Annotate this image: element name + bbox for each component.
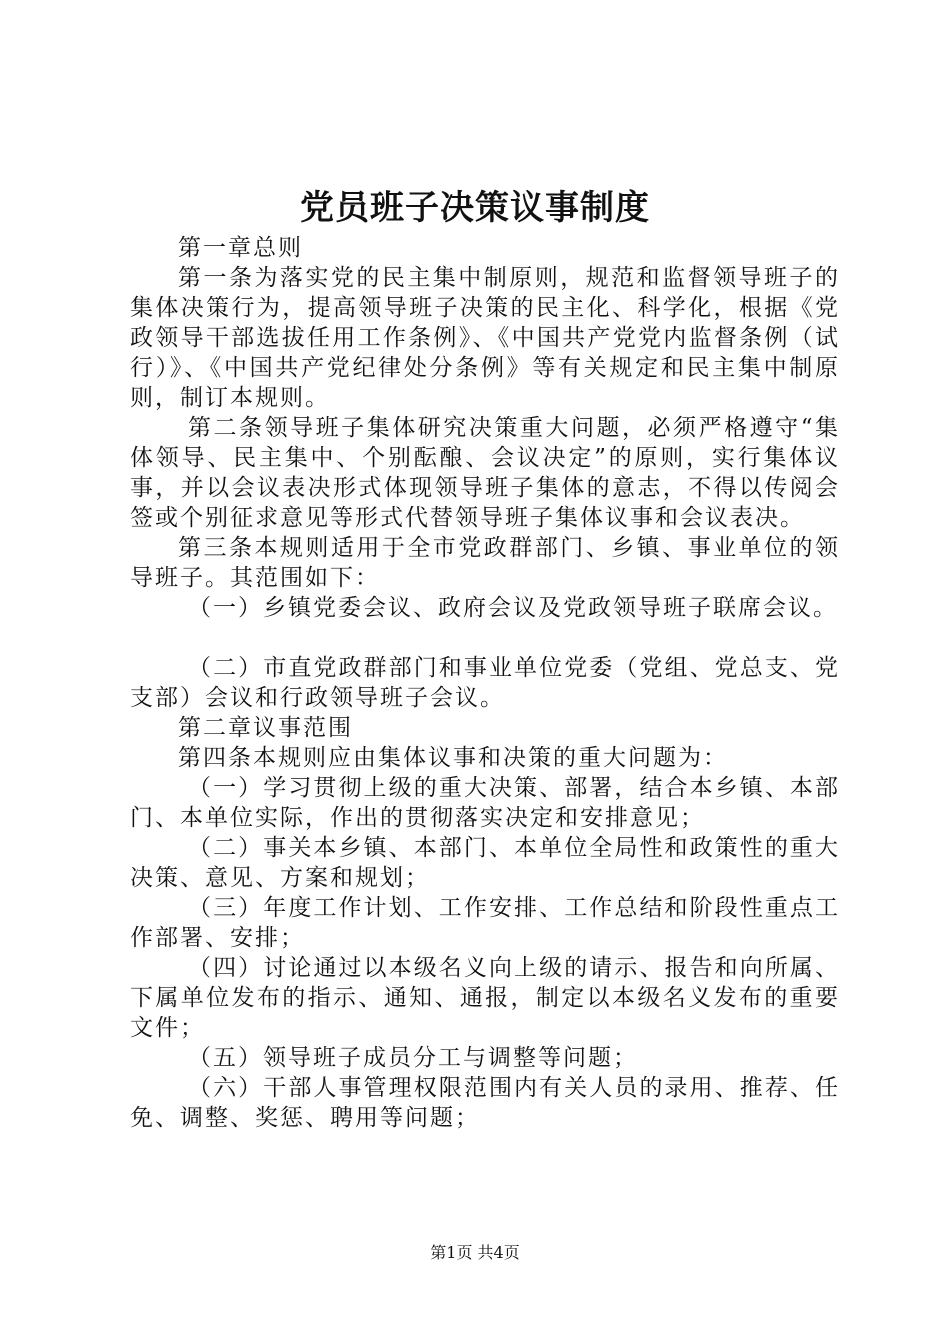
list-item-paragraph: （六）干部人事管理权限范围内有关人员的录用、推荐、任免、调整、奖惩、聘用等问题； [130,1075,840,1131]
document-body [130,233,840,1133]
list-item-paragraph: （二）事关本乡镇、本部门、本单位全局性和政策性的重大决策、意见、方案和规划； [130,835,840,891]
document-title: 党员班子决策议事制度 [300,188,650,228]
list-item-paragraph: （一）乡镇党委会议、政府会议及党政领导班子联席会议。 [188,595,838,621]
list-item-paragraph: （五）领导班子成员分工与调整等问题； [188,1045,638,1071]
chapter-heading: 第一章总则 [178,235,303,261]
blank-line [130,623,840,653]
list-item-paragraph: （一）学习贯彻上级的重大决策、部署，结合本乡镇、本部门、本单位实际，作出的贯彻落实决定和安排意见； [130,775,840,831]
article-paragraph: 第三条本规则适用于全市党政群部门、乡镇、事业单位的领导班子。其范围如下： [130,535,840,591]
article-paragraph: 第二条领导班子集体研究决策重大问题，必须严格遵守“集体领导、民主集中、个别酝酿、会议决定”的原则，实行集体议事，并以会议表决形式体现领导班子集体的意志，不得以传阅会签或个别征求意见等形式代替领导班子集体议事和会议表决。 [130,415,840,531]
article-paragraph: 第四条本规则应由集体议事和决策的重大问题为： [178,745,728,771]
list-item-paragraph: （二）市直党政群部门和事业单位党委（党组、党总支、党支部）会议和行政领导班子会议。 [130,655,840,711]
article-paragraph: 第一条为落实党的民主集中制原则，规范和监督领导班子的集体决策行为，提高领导班子决策的民主化、科学化，根据《党政领导干部选拔任用工作条例》、《中国共产党党内监督条例（试行）》、《中国共产党纪律处分条例》等有关规定和民主集中制原则，制订本规则。 [130,265,840,411]
chapter-heading: 第二章议事范围 [178,715,353,741]
list-item-paragraph: （三）年度工作计划、工作安排、工作总结和阶段性重点工作部署、安排； [130,895,840,951]
page-number-footer: 第1页 共4页 [430,1243,520,1262]
list-item-paragraph: （四）讨论通过以本级名义向上级的请示、报告和向所属、下属单位发布的指示、通知、通报，制定以本级名义发布的重要文件； [130,955,840,1041]
